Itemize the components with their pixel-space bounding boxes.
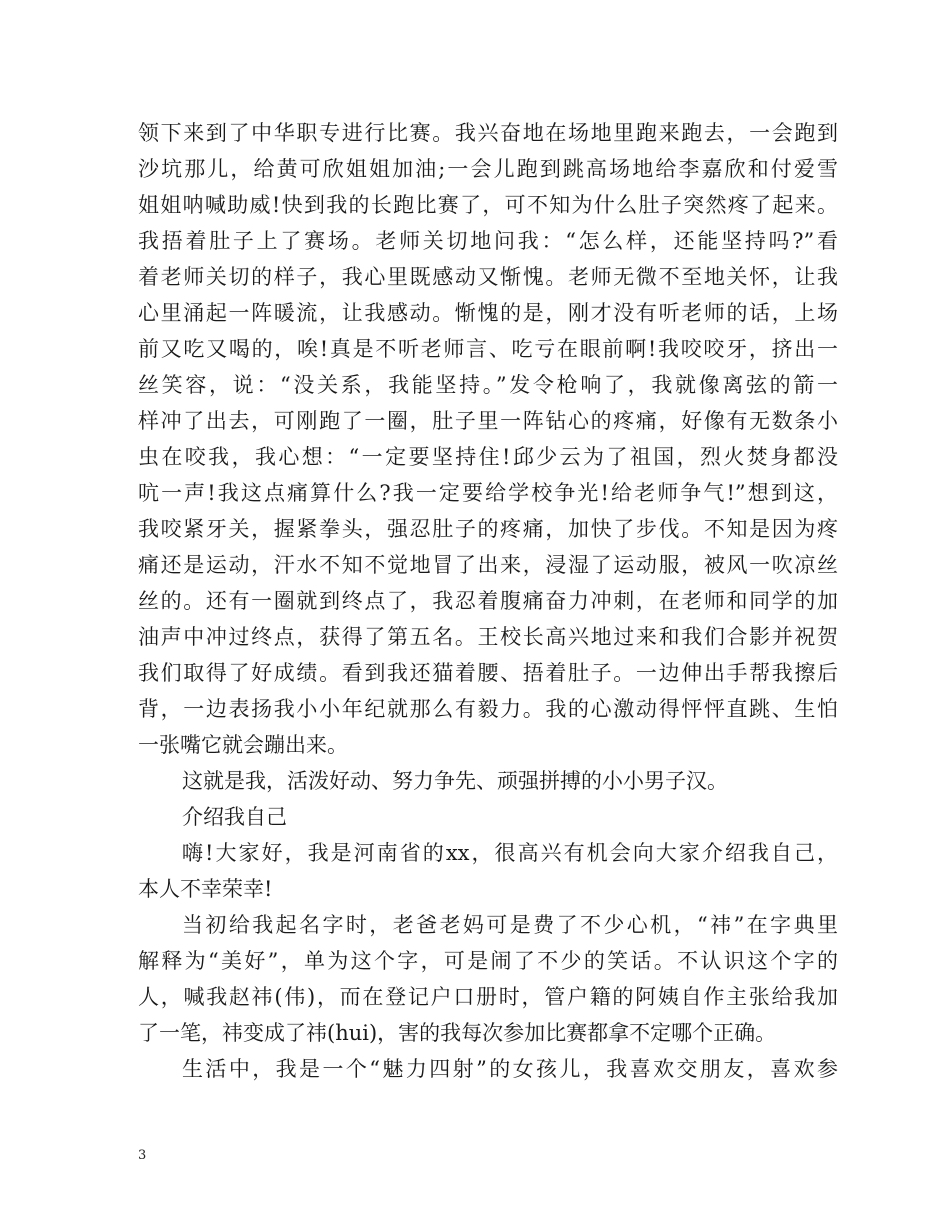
section-heading: 介绍我自己	[182, 805, 287, 829]
text-line: 油声中冲过终点，获得了第五名。王校长高兴地过来和我们合影并祝贺	[138, 625, 838, 649]
text-line: 虫在咬我，我心想：“一定要坚持住!邱少云为了祖国，烈火焚身都没	[138, 445, 838, 469]
text-line: 着老师关切的样子，我心里既感动又惭愧。老师无微不至地关怀，让我	[138, 265, 838, 289]
text-line: 丝笑容，说：“没关系，我能坚持。”发令枪响了，我就像离弦的箭一	[138, 373, 838, 397]
body-text	[138, 115, 838, 1087]
text-line: 一张嘴它就会蹦出来。	[138, 733, 348, 757]
paragraph-start: 这就是我，活泼好动、努力争先、顽强拼搏的小小男子汉。	[182, 769, 728, 793]
paragraph-start: 当初给我起名字时，老爸老妈可是费了不少心机，“祎”在字典里	[182, 913, 838, 937]
text-line: 本人不幸荣幸!	[138, 877, 273, 901]
paragraph-start: 生活中，我是一个“魅力四射”的女孩儿，我喜欢交朋友，喜欢参	[182, 1057, 838, 1081]
text-line: 样冲了出去，可刚跑了一圈，肚子里一阵钻心的疼痛，好像有无数条小	[138, 409, 838, 433]
text-line: 沙坑那儿，给黄可欣姐姐加油;一会儿跑到跳高场地给李嘉欣和付爱雪	[138, 157, 838, 181]
text-line: 丝的。还有一圈就到终点了，我忍着腹痛奋力冲刺，在老师和同学的加	[138, 589, 838, 613]
text-line: 领下来到了中华职专进行比赛。我兴奋地在场地里跑来跑去，一会跑到	[138, 121, 838, 145]
text-line: 姐姐呐喊助威!快到我的长跑比赛了，可不知为什么肚子突然疼了起来。	[138, 193, 838, 217]
paragraph-start: 嗨!大家好，我是河南省的xx，很高兴有机会向大家介绍我自己，	[182, 841, 838, 865]
text-line: 我们取得了好成绩。看到我还猫着腰、捂着肚子。一边伸出手帮我擦后	[138, 661, 838, 685]
text-line: 了一笔，祎变成了祎(hui)，害的我每次参加比赛都拿不定哪个正确。	[138, 1021, 777, 1045]
page-number: 3	[138, 1148, 147, 1163]
text-line: 吭一声!我这点痛算什么?我一定要给学校争光!给老师争气!”想到这，	[138, 481, 838, 505]
text-line: 心里涌起一阵暖流，让我感动。惭愧的是，刚才没有听老师的话，上场	[138, 301, 838, 325]
text-line: 前又吃又喝的，唉!真是不听老师言、吃亏在眼前啊!我咬咬牙，挤出一	[138, 337, 838, 361]
text-line: 我咬紧牙关，握紧拳头，强忍肚子的疼痛，加快了步伐。不知是因为疼	[138, 517, 838, 541]
text-line: 背，一边表扬我小小年纪就那么有毅力。我的心激动得怦怦直跳、生怕	[138, 697, 838, 721]
text-line: 人，喊我赵祎(伟)，而在登记户口册时，管户籍的阿姨自作主张给我加	[138, 985, 838, 1009]
text-line: 我捂着肚子上了赛场。老师关切地问我：“怎么样，还能坚持吗?”看	[138, 229, 838, 253]
text-line: 痛还是运动，汗水不知不觉地冒了出来，浸湿了运动服，被风一吹凉丝	[138, 553, 838, 577]
text-line: 解释为“美好”，单为这个字，可是闹了不少的笑话。不认识这个字的	[138, 949, 838, 973]
